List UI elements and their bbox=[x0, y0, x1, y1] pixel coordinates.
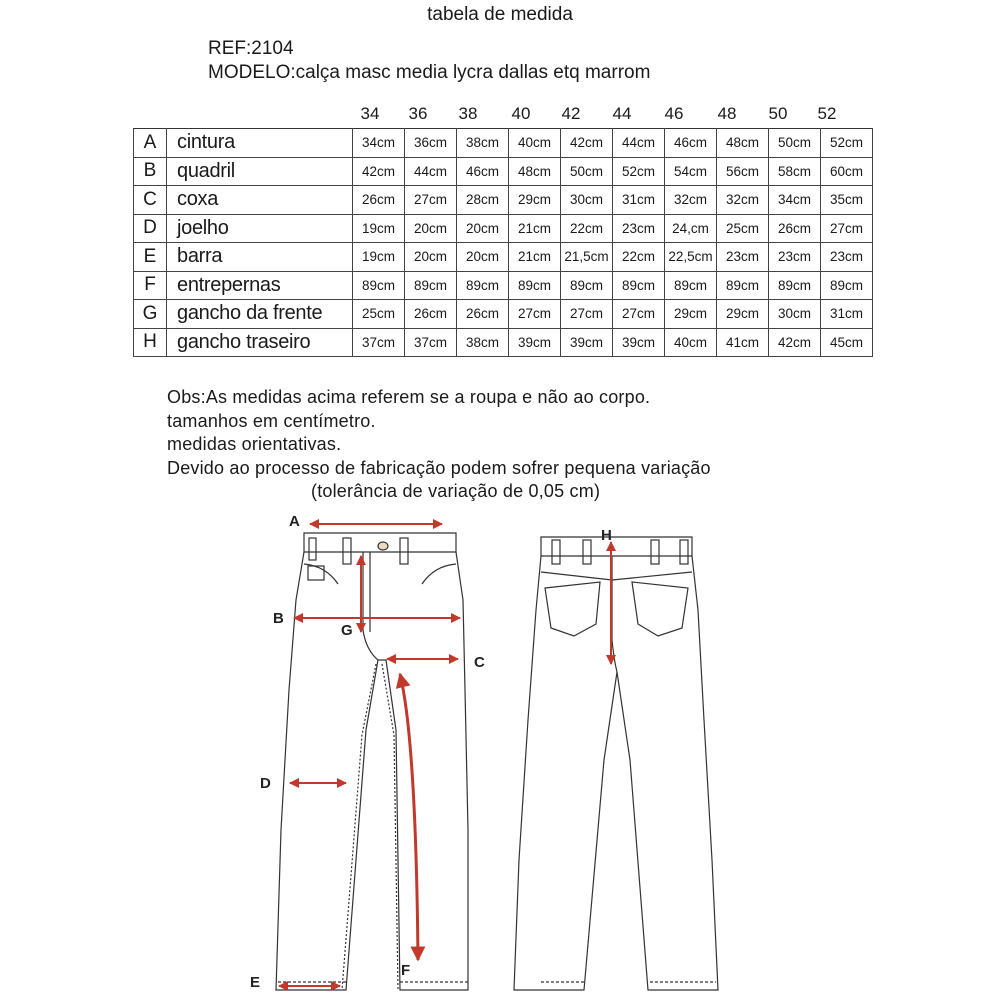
size-label: 40 bbox=[511, 104, 531, 123]
size-label: 38 bbox=[458, 104, 478, 123]
table-cell: 27cm bbox=[821, 214, 873, 243]
table-cell: 20cm bbox=[457, 214, 509, 243]
table-cell: 37cm bbox=[405, 328, 457, 357]
table-cell: 22cm bbox=[613, 243, 665, 272]
table-cell: 38cm bbox=[457, 129, 509, 158]
table-cell: 39cm bbox=[509, 328, 561, 357]
table-cell: 89cm bbox=[665, 271, 717, 300]
table-cell: 23cm bbox=[769, 243, 821, 272]
table-cell: 58cm bbox=[769, 157, 821, 186]
pants-diagram bbox=[240, 505, 740, 1000]
table-cell: 42cm bbox=[769, 328, 821, 357]
table-cell: 40cm bbox=[665, 328, 717, 357]
table-cell: 48cm bbox=[717, 129, 769, 158]
obs-line: Obs:As medidas acima referem se a roupa e não ao corpo. bbox=[167, 387, 651, 407]
row-letter: E bbox=[134, 243, 167, 272]
row-measure-name: gancho da frente bbox=[167, 300, 353, 329]
row-letter: C bbox=[134, 186, 167, 215]
table-cell: 60cm bbox=[821, 157, 873, 186]
table-cell: 23cm bbox=[821, 243, 873, 272]
table-cell: 50cm bbox=[561, 157, 613, 186]
table-cell: 45cm bbox=[821, 328, 873, 357]
size-label: 36 bbox=[408, 104, 428, 123]
size-label: 34 bbox=[360, 104, 380, 123]
table-cell: 29cm bbox=[509, 186, 561, 215]
table-cell: 26cm bbox=[353, 186, 405, 215]
back-pants-drawing bbox=[514, 537, 718, 990]
table-cell: 20cm bbox=[405, 214, 457, 243]
label-a: A bbox=[289, 513, 300, 530]
table-cell: 44cm bbox=[613, 129, 665, 158]
table-cell: 26cm bbox=[457, 300, 509, 329]
page-title: tabela de medida bbox=[427, 4, 573, 25]
table-cell: 27cm bbox=[613, 300, 665, 329]
table-cell: 46cm bbox=[457, 157, 509, 186]
table-cell: 41cm bbox=[717, 328, 769, 357]
label-b: B bbox=[273, 610, 284, 627]
size-label: 48 bbox=[717, 104, 737, 123]
row-measure-name: cintura bbox=[167, 129, 353, 158]
table-cell: 23cm bbox=[717, 243, 769, 272]
table-cell: 25cm bbox=[353, 300, 405, 329]
arrow-f bbox=[400, 674, 418, 960]
row-letter: D bbox=[134, 214, 167, 243]
row-measure-name: quadril bbox=[167, 157, 353, 186]
table-cell: 29cm bbox=[665, 300, 717, 329]
table-cell: 26cm bbox=[769, 214, 821, 243]
obs-line: tamanhos em centímetro. bbox=[167, 410, 376, 431]
label-g: G bbox=[341, 622, 353, 639]
measurement-table bbox=[133, 128, 873, 357]
table-cell: 89cm bbox=[769, 271, 821, 300]
table-cell: 34cm bbox=[353, 129, 405, 158]
table-cell: 21cm bbox=[509, 214, 561, 243]
table-row bbox=[134, 300, 873, 329]
table-cell: 42cm bbox=[561, 129, 613, 158]
table-cell: 34cm bbox=[769, 186, 821, 215]
table-row bbox=[134, 328, 873, 357]
table-cell: 31cm bbox=[613, 186, 665, 215]
label-c: C bbox=[474, 654, 485, 671]
table-cell: 26cm bbox=[405, 300, 457, 329]
table-cell: 23cm bbox=[613, 214, 665, 243]
table-cell: 46cm bbox=[665, 129, 717, 158]
obs-line: Devido ao processo de fabricação podem sofrer pequena variação bbox=[167, 457, 711, 478]
table-cell: 20cm bbox=[405, 243, 457, 272]
row-measure-name: joelho bbox=[167, 214, 353, 243]
measurement-arrows bbox=[279, 524, 611, 986]
table-cell: 32cm bbox=[665, 186, 717, 215]
row-letter: B bbox=[134, 157, 167, 186]
table-cell: 52cm bbox=[821, 129, 873, 158]
row-measure-name: entrepernas bbox=[167, 271, 353, 300]
table-cell: 89cm bbox=[509, 271, 561, 300]
size-label: 46 bbox=[664, 104, 684, 123]
obs-line: medidas orientativas. bbox=[167, 434, 342, 454]
row-measure-name: coxa bbox=[167, 186, 353, 215]
table-cell: 36cm bbox=[405, 129, 457, 158]
table-row bbox=[134, 214, 873, 243]
table-cell: 56cm bbox=[717, 157, 769, 186]
table-cell: 89cm bbox=[353, 271, 405, 300]
observations bbox=[167, 386, 711, 504]
table-cell: 22,5cm bbox=[665, 243, 717, 272]
table-cell: 28cm bbox=[457, 186, 509, 215]
table-cell: 89cm bbox=[613, 271, 665, 300]
table-cell: 38cm bbox=[457, 328, 509, 357]
table-cell: 19cm bbox=[353, 214, 405, 243]
label-h: H bbox=[601, 527, 612, 544]
reference-code: REF:2104 bbox=[208, 38, 294, 59]
table-cell: 32cm bbox=[717, 186, 769, 215]
table-cell: 21cm bbox=[509, 243, 561, 272]
table-row bbox=[134, 271, 873, 300]
size-label: 44 bbox=[612, 104, 632, 123]
label-d: D bbox=[260, 775, 271, 792]
table-cell: 19cm bbox=[353, 243, 405, 272]
row-letter: G bbox=[134, 300, 167, 329]
table-row bbox=[134, 186, 873, 215]
table-cell: 25cm bbox=[717, 214, 769, 243]
size-label: 42 bbox=[561, 104, 581, 123]
front-pants-drawing bbox=[276, 533, 468, 990]
table-cell: 27cm bbox=[509, 300, 561, 329]
table-cell: 48cm bbox=[509, 157, 561, 186]
table-cell: 89cm bbox=[717, 271, 769, 300]
table-cell: 52cm bbox=[613, 157, 665, 186]
table-cell: 31cm bbox=[821, 300, 873, 329]
table-cell: 20cm bbox=[457, 243, 509, 272]
table-cell: 39cm bbox=[561, 328, 613, 357]
table-cell: 89cm bbox=[457, 271, 509, 300]
table-cell: 24,cm bbox=[665, 214, 717, 243]
table-cell: 50cm bbox=[769, 129, 821, 158]
model-description: MODELO:calça masc media lycra dallas etq marrom bbox=[208, 62, 651, 83]
table-cell: 27cm bbox=[405, 186, 457, 215]
row-letter: F bbox=[134, 271, 167, 300]
table-cell: 30cm bbox=[561, 186, 613, 215]
table-cell: 89cm bbox=[561, 271, 613, 300]
row-letter: H bbox=[134, 328, 167, 357]
label-e: E bbox=[250, 974, 261, 991]
table-cell: 29cm bbox=[717, 300, 769, 329]
table-cell: 39cm bbox=[613, 328, 665, 357]
row-measure-name: barra bbox=[167, 243, 353, 272]
table-cell: 42cm bbox=[353, 157, 405, 186]
row-measure-name: gancho traseiro bbox=[167, 328, 353, 357]
obs-tolerance: (tolerância de variação de 0,05 cm) bbox=[311, 481, 601, 501]
table-row bbox=[134, 157, 873, 186]
label-f: F bbox=[401, 962, 411, 979]
table-cell: 30cm bbox=[769, 300, 821, 329]
row-letter: A bbox=[134, 129, 167, 158]
table-cell: 40cm bbox=[509, 129, 561, 158]
table-row bbox=[134, 129, 873, 158]
table-cell: 44cm bbox=[405, 157, 457, 186]
table-cell: 89cm bbox=[405, 271, 457, 300]
table-row bbox=[134, 243, 873, 272]
size-header bbox=[335, 104, 855, 128]
table-cell: 27cm bbox=[561, 300, 613, 329]
table-cell: 35cm bbox=[821, 186, 873, 215]
table-cell: 21,5cm bbox=[561, 243, 613, 272]
table-cell: 22cm bbox=[561, 214, 613, 243]
size-label: 50 bbox=[768, 104, 788, 123]
table-cell: 37cm bbox=[353, 328, 405, 357]
table-cell: 54cm bbox=[665, 157, 717, 186]
table-cell: 89cm bbox=[821, 271, 873, 300]
size-label: 52 bbox=[817, 104, 837, 123]
